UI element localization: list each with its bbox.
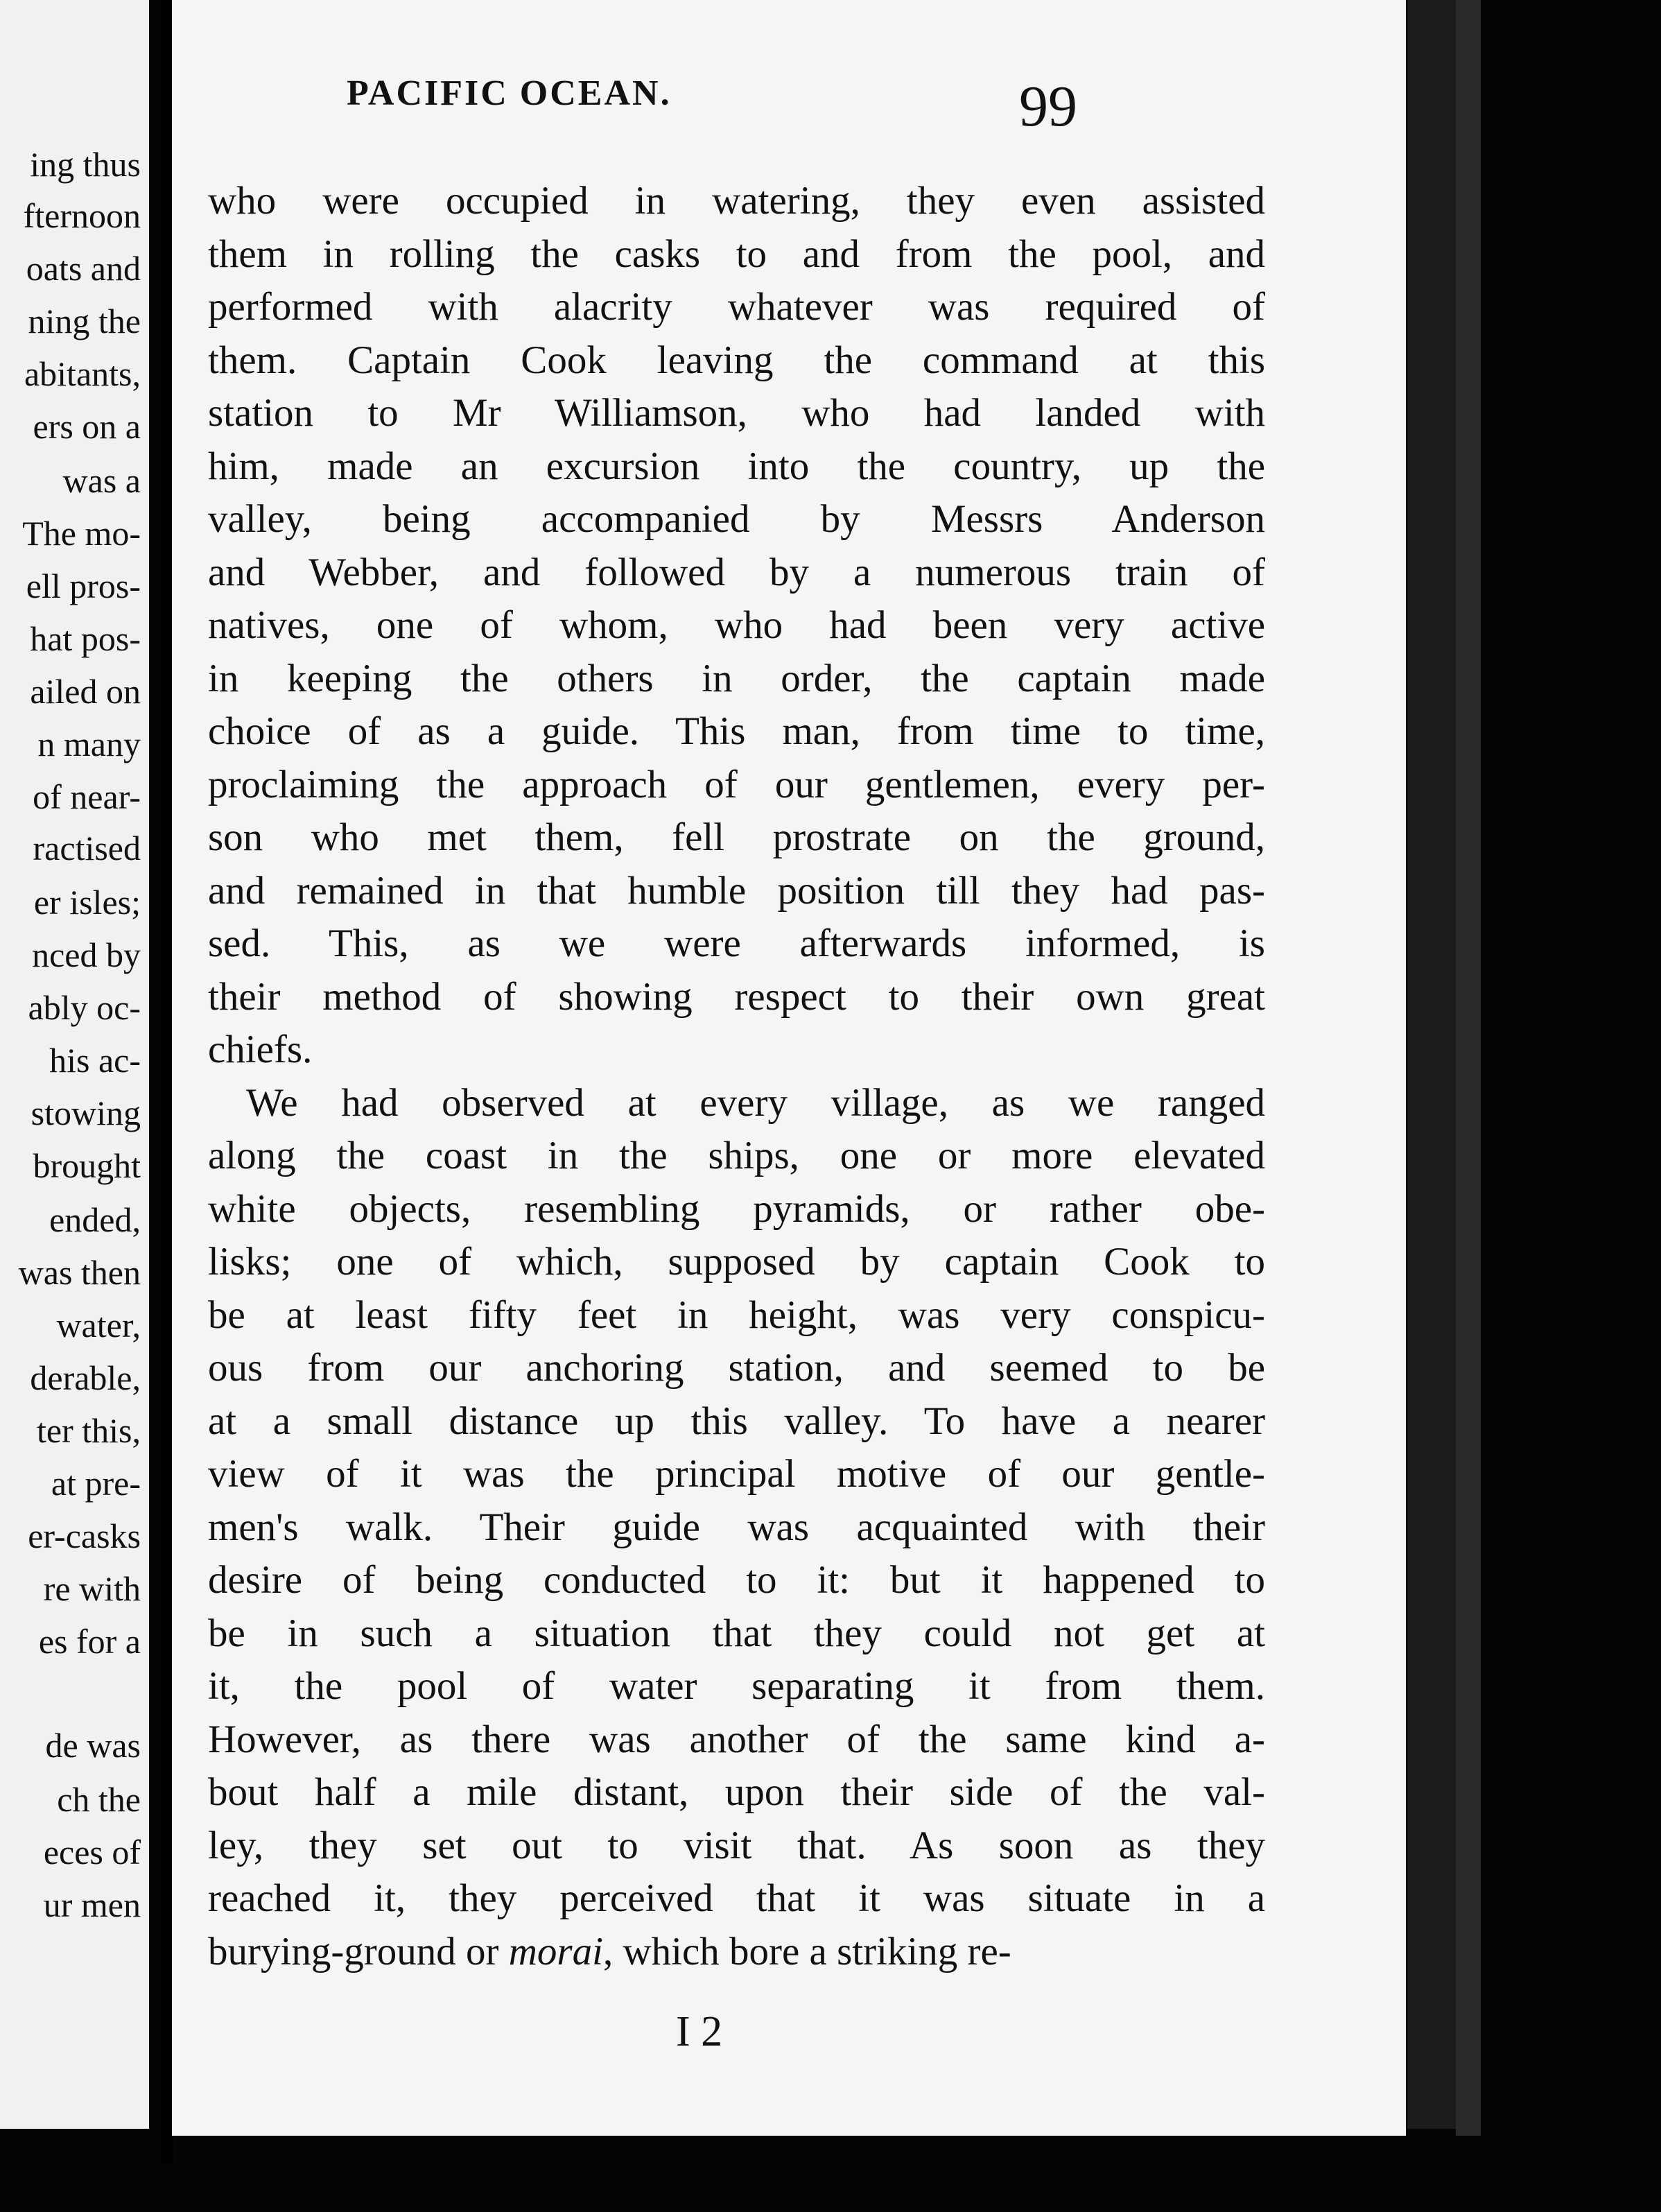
left-page-text-fragment: ably oc-: [28, 988, 141, 1027]
text-line: and Webber, and followed by a numerous train of: [208, 550, 1265, 594]
text-line: son who met them, fell prostrate on the ground,: [208, 815, 1265, 859]
text-line: We had observed at every village, as we ranged: [246, 1080, 1265, 1125]
signature-mark: I 2: [676, 2008, 723, 2055]
left-page-text-fragment: re with: [43, 1569, 141, 1608]
text-line: view of it was the principal motive of our gentle-: [208, 1452, 1265, 1496]
text-line: them. Captain Cook leaving the command at this: [208, 338, 1265, 382]
text-line: sed. This, as we were afterwards informed, is: [208, 922, 1265, 965]
text-line: who were occupied in watering, they even assisted: [208, 179, 1265, 223]
left-page-text-fragment: The mo-: [22, 514, 141, 553]
left-page-text-fragment: er isles;: [33, 883, 141, 922]
text-line: desire of being conducted to it: but it happened to: [208, 1558, 1265, 1602]
left-page-text-fragment: hat pos-: [30, 619, 141, 658]
left-page-text-fragment: n many: [37, 725, 141, 763]
text-line: along the coast in the ships, one or more elevated: [208, 1134, 1265, 1177]
left-page-fragment: [0, 0, 149, 2129]
line-text: , which bore a striking re-: [602, 1929, 1011, 1973]
text-line: be in such a situation that they could not get at: [208, 1611, 1265, 1655]
text-line: in keeping the others in order, the captain made: [208, 656, 1265, 700]
text-line: However, as there was another of the same kind a-: [208, 1717, 1265, 1761]
left-page-text-fragment: at pre-: [51, 1464, 141, 1503]
left-page-text-fragment: stowing: [31, 1094, 141, 1132]
left-page-text-fragment: eces of: [43, 1833, 141, 1872]
left-page-text-fragment: er-casks: [28, 1517, 141, 1555]
left-page-text-fragment: ers on a: [33, 407, 141, 446]
page-number: 99: [1019, 74, 1077, 139]
left-page-text-fragment: ning the: [28, 302, 141, 340]
text-line: proclaiming the approach of our gentlemen, every per-: [208, 762, 1265, 806]
text-line: reached it, they perceived that it was situate in a: [208, 1876, 1265, 1920]
left-page-text-fragment: ended,: [49, 1200, 141, 1239]
left-page-text-fragment: water,: [56, 1306, 141, 1345]
left-page-text-fragment: ailed on: [30, 672, 141, 711]
text-line: chiefs.: [208, 1028, 313, 1071]
left-page-text-fragment: was a: [62, 461, 141, 500]
text-line: lisks; one of which, supposed by captain Cook to: [208, 1240, 1265, 1284]
text-line: performed with alacrity whatever was required of: [208, 285, 1265, 329]
left-page-text-fragment: derable,: [30, 1358, 141, 1397]
left-page-text-fragment: ter this,: [37, 1411, 141, 1450]
text-line: white objects, resembling pyramids, or rather obe-: [208, 1186, 1265, 1231]
left-page-text-fragment: was then: [18, 1253, 141, 1292]
book-edge-outer: [1456, 0, 1481, 2136]
text-line: [208, 1926, 1265, 1979]
left-page-text-fragment: ractised: [33, 829, 141, 867]
left-page-text-fragment: nced by: [32, 935, 141, 974]
running-head: PACIFIC OCEAN.: [347, 74, 672, 113]
left-page-text-fragment: ch the: [57, 1780, 141, 1819]
text-line: their method of showing respect to their own great: [208, 974, 1265, 1019]
text-line: it, the pool of water separating it from them.: [208, 1664, 1265, 1708]
left-page-text-fragment: abitants,: [24, 354, 141, 393]
left-page-text-fragment: his ac-: [49, 1041, 141, 1080]
left-page-text-fragment: brought: [33, 1146, 141, 1185]
text-line: men's walk. Their guide was acquainted with their: [208, 1505, 1265, 1549]
page-body: [208, 175, 1265, 1978]
text-line: them in rolling the casks to and from the pool, and: [208, 232, 1265, 276]
left-page-text-fragment: ing thus: [30, 145, 141, 184]
text-line: natives, one of whom, who had been very active: [208, 603, 1265, 647]
text-line: and remained in that humble position till they had pas-: [208, 868, 1265, 913]
text-line: him, made an excursion into the country, up the: [208, 444, 1265, 488]
book-edge: [1407, 0, 1456, 2129]
text-line: at a small distance up this valley. To have a nearer: [208, 1399, 1265, 1443]
text-line: valley, being accompanied by Messrs Anderson: [208, 497, 1265, 541]
left-page-text-fragment: ur men: [43, 1885, 141, 1924]
left-page-text-fragment: ell pros-: [26, 567, 141, 605]
italic-word: morai: [508, 1929, 603, 1973]
text-line: bout half a mile distant, upon their side of the val-: [208, 1770, 1265, 1814]
text-line: be at least fifty feet in height, was very conspicu-: [208, 1293, 1265, 1337]
text-line: choice of as a guide. This man, from time to time,: [208, 709, 1265, 753]
text-line: ley, they set out to visit that. As soon as they: [208, 1823, 1265, 1867]
line-text: burying-ground or: [208, 1929, 509, 1973]
text-line: station to Mr Williamson, who had landed with: [208, 391, 1265, 435]
paragraph-2: [208, 1077, 1265, 1926]
left-page-text-fragment: oats and: [26, 249, 141, 288]
text-line: ous from our anchoring station, and seemed to be: [208, 1346, 1265, 1390]
paragraph-1: [208, 175, 1265, 1077]
left-page-text-fragment: es for a: [38, 1622, 141, 1661]
left-page-text-fragment: of near-: [33, 777, 141, 816]
left-page-text-fragment: de was: [45, 1726, 141, 1765]
left-page-text-fragment: fternoon: [23, 196, 141, 235]
